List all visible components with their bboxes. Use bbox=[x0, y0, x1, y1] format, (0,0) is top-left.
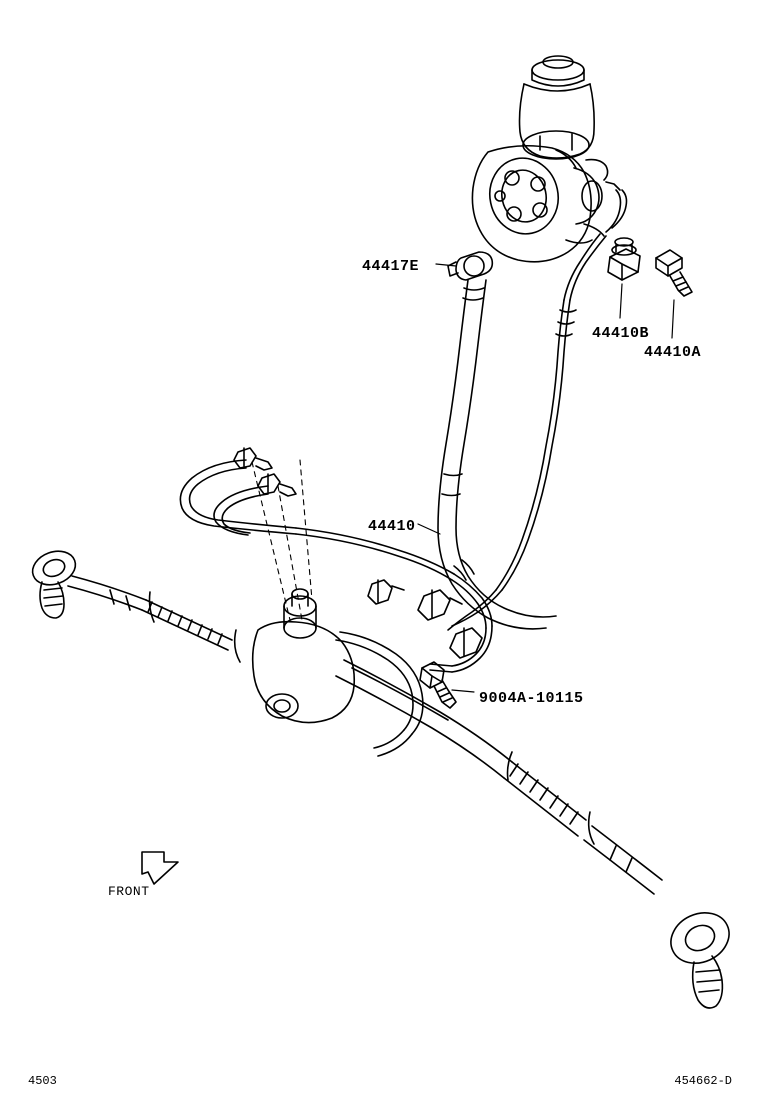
front-arrow-icon bbox=[142, 852, 178, 884]
pressure-feed-tube bbox=[448, 182, 627, 630]
callout-44410: 44410 bbox=[368, 518, 416, 535]
callout-9004a-10115: 9004A-10115 bbox=[479, 690, 584, 707]
callout-44410b: 44410B bbox=[592, 325, 650, 342]
leader-9004a bbox=[452, 690, 474, 692]
reservoir-cap-icon bbox=[532, 56, 584, 86]
footer-left-code: 4503 bbox=[28, 1074, 57, 1088]
front-direction-label: FRONT bbox=[108, 884, 150, 899]
callout-44417e: 44417E bbox=[362, 258, 420, 275]
leader-44410a bbox=[672, 300, 674, 338]
bolt-9004a-10115 bbox=[420, 662, 456, 708]
steering-gear-housing bbox=[28, 545, 737, 1008]
union-nut-44410b bbox=[608, 238, 640, 280]
pump-bracket bbox=[584, 160, 608, 236]
leader-44410 bbox=[418, 524, 440, 534]
pipe-clamp-right bbox=[418, 590, 462, 620]
reservoir-body bbox=[520, 84, 595, 159]
return-hose bbox=[438, 280, 556, 629]
union-bolt-44410a bbox=[656, 250, 692, 296]
pipe-clamp-center bbox=[368, 580, 404, 604]
pipe-fitting-lower bbox=[258, 474, 296, 496]
callout-44410a: 44410A bbox=[644, 344, 702, 361]
leader-44410b bbox=[620, 284, 622, 318]
footer-right-code: 454662-D bbox=[674, 1074, 732, 1088]
